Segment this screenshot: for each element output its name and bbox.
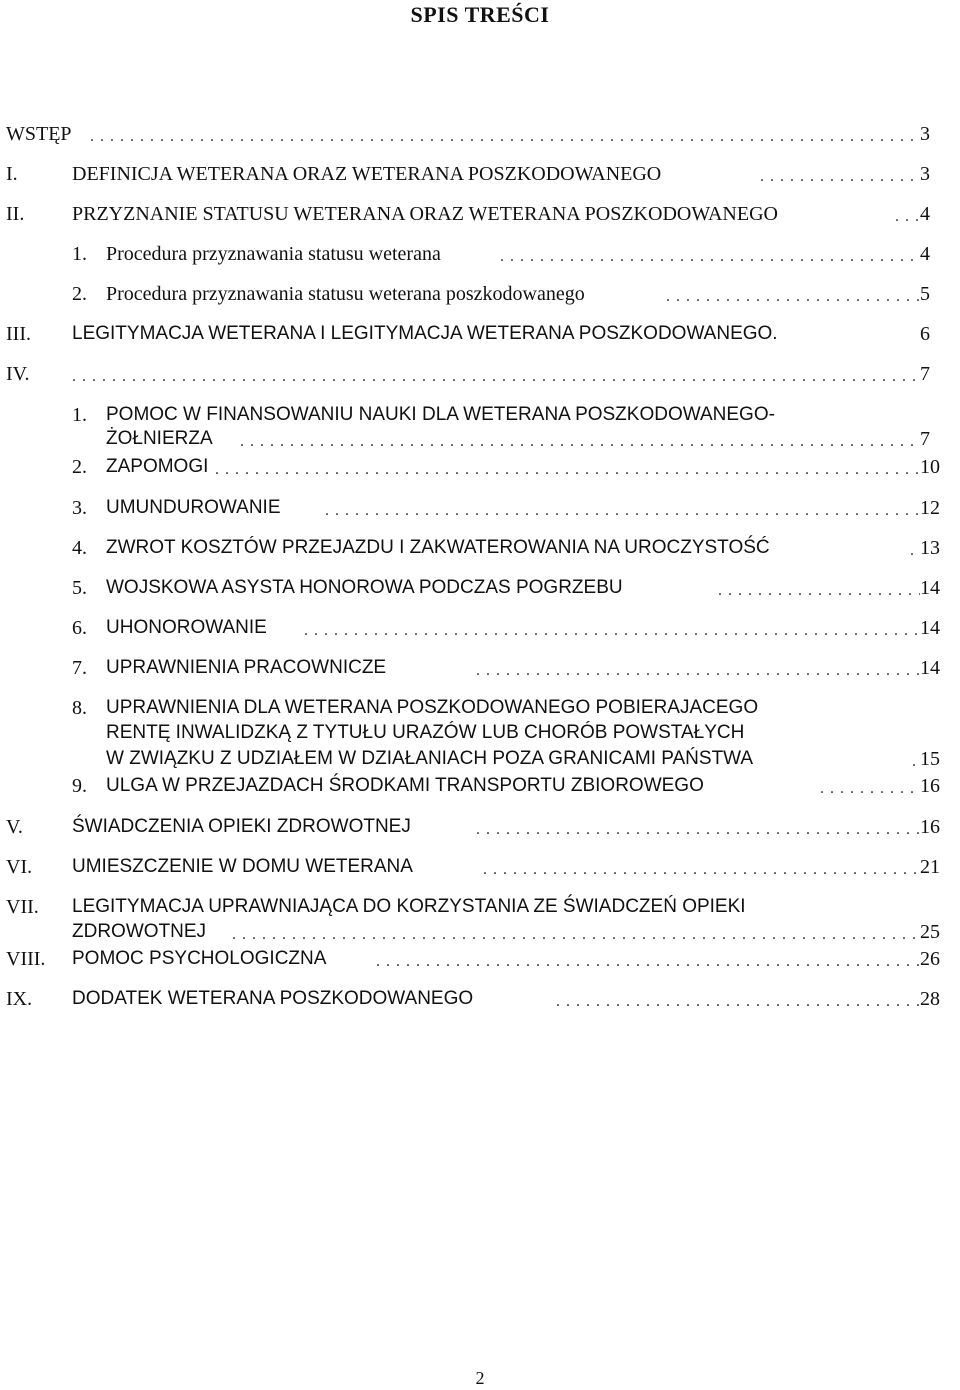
leader-dots: [90, 120, 920, 148]
toc-page: 14: [920, 614, 960, 642]
toc-entry[interactable]: [0, 494, 960, 522]
toc-number: 2.: [72, 456, 87, 478]
toc-entry-continuation[interactable]: [0, 745, 960, 773]
toc-entry[interactable]: [0, 200, 960, 228]
toc-number: V.: [6, 816, 23, 838]
toc-number: 9.: [72, 775, 87, 797]
leader-dots: [376, 945, 920, 973]
toc-label: Procedura przyznawania statusu weterana: [106, 240, 445, 268]
toc-label: UMUNDUROWANIE: [106, 494, 285, 522]
toc-page: 14: [920, 654, 960, 682]
toc-entry[interactable]: [0, 534, 960, 562]
toc-page: 16: [920, 772, 960, 800]
toc-label: UPRAWNIENIA DLA WETERANA POSZKODOWANEGO POBIERAJACEGO: [106, 694, 762, 722]
toc-label: POMOC W FINANSOWANIU NAUKI DLA WETERANA POSZKODOWANEGO-: [106, 401, 779, 429]
leader-dots: [72, 360, 920, 388]
toc-label: WOJSKOWA ASYSTA HONOROWA PODCZAS POGRZEBU: [106, 574, 627, 602]
toc-page: 14: [920, 574, 960, 602]
toc-number: 8.: [72, 697, 87, 719]
toc-entry[interactable]: [0, 813, 960, 841]
toc-label: UHONOROWANIE: [106, 614, 271, 642]
toc-number: IX.: [6, 988, 33, 1010]
leader-dots: [304, 614, 920, 642]
leader-dots: [718, 574, 920, 602]
toc-label: POMOC PSYCHOLOGICZNA: [72, 945, 330, 973]
toc-page: 5: [920, 280, 960, 308]
toc-page: 16: [920, 813, 960, 841]
toc-page: 13: [920, 534, 960, 562]
toc-label: ŚWIADCZENIA OPIEKI ZDROWOTNEJ: [72, 813, 415, 841]
toc-entry[interactable]: [0, 853, 960, 881]
leader-dots: [912, 745, 920, 773]
toc-number: IV.: [6, 363, 30, 385]
leader-dots: [215, 453, 920, 481]
toc-label: LEGITYMACJA WETERANA I LEGITYMACJA WETERANA POSZKODOWANEGO.: [72, 320, 782, 348]
toc-label: ULGA W PRZEJAZDACH ŚRODKAMI TRANSPORTU ZBIOROWEGO: [106, 772, 708, 800]
toc-label-line2: RENTĘ INWALIDZKĄ Z TYTUŁU URAZÓW LUB CHORÓB POWSTAŁYCH: [106, 719, 748, 747]
toc-number: II.: [6, 203, 25, 225]
leader-dots: [500, 240, 920, 268]
toc-label: UPRAWNIENIA PRACOWNICZE: [106, 654, 390, 682]
leader-dots: [232, 918, 920, 946]
toc-page: 10: [920, 453, 960, 481]
toc-entry[interactable]: [0, 945, 960, 973]
toc-entry[interactable]: [0, 574, 960, 602]
toc-entry[interactable]: [0, 160, 960, 188]
leader-dots: [325, 494, 920, 522]
leader-dots: [483, 853, 920, 881]
toc-number: I.: [6, 163, 18, 185]
toc-page: 12: [920, 494, 960, 522]
toc-label: DEFINICJA WETERANA ORAZ WETERANA POSZKODOWANEGO: [72, 160, 665, 188]
leader-dots: [910, 534, 920, 562]
leader-dots: [895, 200, 920, 228]
toc-entry[interactable]: [0, 985, 960, 1013]
toc-label: PRZYZNANIE STATUSU WETERANA ORAZ WETERANA POSZKODOWANEGO: [72, 200, 782, 228]
toc-entry[interactable]: [0, 360, 960, 388]
toc-number: 5.: [72, 577, 87, 599]
toc-page: 4: [920, 240, 960, 268]
toc-label: LEGITYMACJA UPRAWNIAJĄCA DO KORZYSTANIA ZE ŚWIADCZEŃ OPIEKI: [72, 893, 750, 921]
toc-number: 1.: [72, 404, 87, 426]
toc-entry[interactable]: [0, 893, 960, 921]
toc-page: 7: [920, 360, 960, 388]
toc-page: 4: [920, 200, 960, 228]
toc-entry[interactable]: [0, 654, 960, 682]
toc-entry[interactable]: [0, 772, 960, 800]
leader-dots: [476, 654, 920, 682]
toc-number: 4.: [72, 537, 87, 559]
toc-number: 6.: [72, 617, 87, 639]
page-title: SPIS TREŚCI: [410, 2, 550, 27]
toc-label: ZWROT KOSZTÓW PRZEJAZDU I ZAKWATEROWANIA NA UROCZYSTOŚĆ: [106, 534, 774, 562]
toc-label: UMIESZCZENIE W DOMU WETERANA: [72, 853, 417, 881]
toc-label: ZAPOMOGI: [106, 453, 212, 481]
toc-label-line2: ŻOŁNIERZA: [106, 425, 217, 453]
toc-entry[interactable]: [0, 240, 960, 268]
toc-label: DODATEK WETERANA POSZKODOWANEGO: [72, 985, 477, 1013]
toc-entry[interactable]: [0, 120, 960, 148]
toc-number: VIII.: [6, 948, 46, 970]
toc-label: WSTĘP: [6, 120, 76, 148]
page-number: 2: [475, 1368, 485, 1388]
leader-dots: [820, 772, 920, 800]
toc-entry[interactable]: [0, 614, 960, 642]
toc-number: 1.: [72, 243, 87, 265]
toc-number: VI.: [6, 856, 33, 878]
toc-entry[interactable]: [0, 694, 960, 722]
toc-entry[interactable]: [0, 320, 960, 348]
toc-entry[interactable]: [0, 280, 960, 308]
toc-page: 15: [920, 745, 960, 773]
toc-entry-continuation[interactable]: [0, 425, 960, 453]
toc-page: 3: [920, 160, 960, 188]
toc-page: 6: [920, 320, 960, 348]
toc-page: 26: [920, 945, 960, 973]
toc-page: 25: [920, 918, 960, 946]
toc-page: 28: [920, 985, 960, 1013]
toc-entry[interactable]: [0, 453, 960, 481]
leader-dots: [240, 425, 920, 453]
leader-dots: [556, 985, 920, 1013]
toc-entry-continuation[interactable]: [0, 918, 960, 946]
toc-number: III.: [6, 323, 31, 345]
toc-label: Procedura przyznawania statusu weterana poszkodowanego: [106, 280, 589, 308]
toc-number: 2.: [72, 283, 87, 305]
toc-label-line2: ZDROWOTNEJ: [72, 918, 210, 946]
toc-page: 3: [920, 120, 960, 148]
leader-dots: [476, 813, 920, 841]
toc-entry-continuation: [0, 719, 960, 747]
leader-dots: [760, 160, 920, 188]
toc-number: 7.: [72, 657, 87, 679]
toc-number: VII.: [6, 896, 39, 918]
leader-dots: [666, 280, 920, 308]
toc-page: 21: [920, 853, 960, 881]
toc-page: 7: [920, 425, 960, 453]
toc-number: 3.: [72, 497, 87, 519]
toc-label-line3: W ZWIĄZKU Z UDZIAŁEM W DZIAŁANIACH POZA GRANICAMI PAŃSTWA: [106, 745, 757, 773]
